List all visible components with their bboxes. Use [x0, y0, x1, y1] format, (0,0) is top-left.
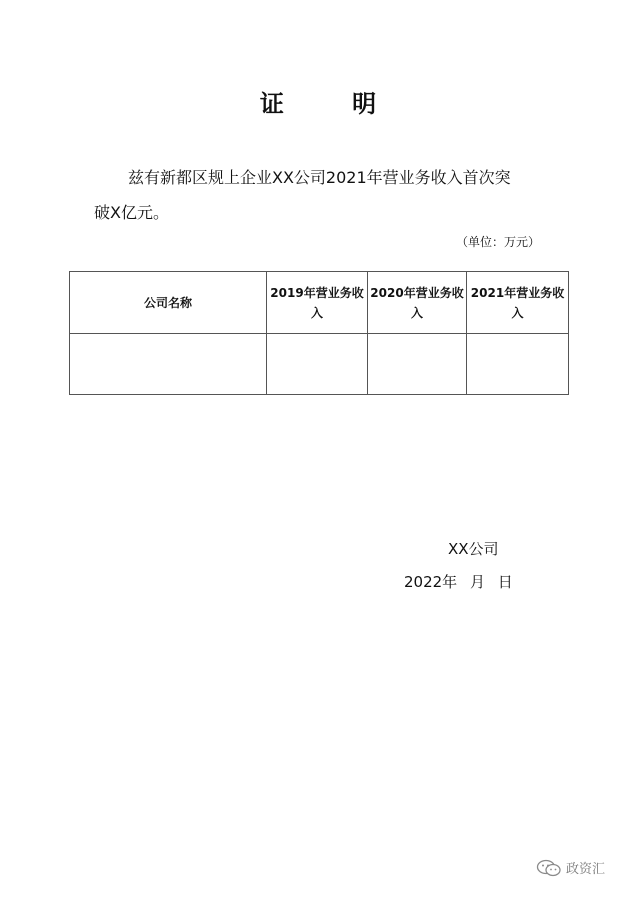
header-company-name: 公司名称	[70, 272, 267, 334]
certificate-paragraph-line-2: 破X亿元。	[94, 203, 169, 222]
cell-revenue-2020	[368, 334, 467, 395]
header-revenue-2021: 2021年营业务收入	[467, 272, 569, 334]
signature-date: 2022年 月 日	[404, 573, 513, 591]
header-revenue-2020: 2020年营业务收入	[368, 272, 467, 334]
watermark	[536, 858, 605, 877]
revenue-table	[69, 271, 569, 395]
unit-note: （单位：万元）	[455, 235, 540, 249]
table-header-row	[70, 272, 569, 334]
cell-company-name	[70, 334, 267, 395]
document-title: 证 明	[259, 90, 407, 118]
watermark-text: 政资汇	[566, 862, 606, 877]
certificate-paragraph-line-1: 兹有新都区规上企业XX公司2021年营业务收入首次突	[128, 168, 511, 187]
signature-company: XX公司	[448, 540, 499, 558]
wechat-icon	[536, 859, 562, 877]
cell-revenue-2019	[267, 334, 368, 395]
table-row	[70, 334, 569, 395]
header-revenue-2019: 2019年营业务收入	[267, 272, 368, 334]
cell-revenue-2021	[467, 334, 569, 395]
